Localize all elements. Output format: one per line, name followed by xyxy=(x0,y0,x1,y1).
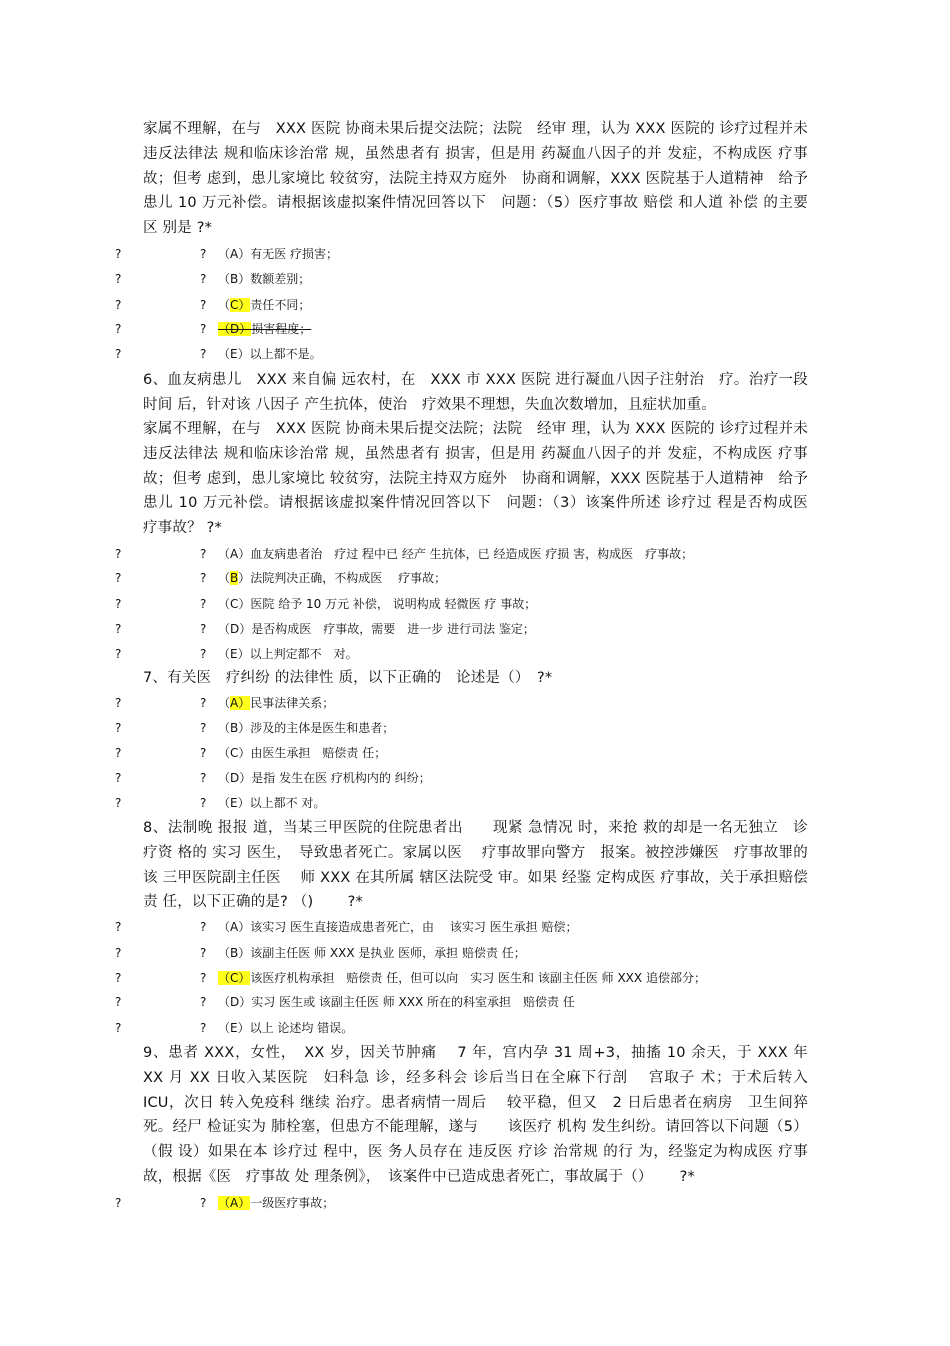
option-label xyxy=(218,916,578,938)
bullet-marker: ? xyxy=(115,796,122,810)
option-label xyxy=(218,942,526,964)
option-letter: E xyxy=(230,647,238,661)
option-text: ）是指 发生在医 疗机构内的 纠纷； xyxy=(239,771,431,785)
option-letter: D xyxy=(230,771,240,785)
option-label xyxy=(218,567,446,589)
bullet-marker: ? xyxy=(115,247,122,261)
option-text: ）涉及的主体是医生和患者； xyxy=(238,721,395,735)
option-open-paren: （ xyxy=(218,771,231,785)
answer-option xyxy=(0,343,950,365)
option-open-paren: （ xyxy=(218,1021,231,1035)
option-open-paren: （ xyxy=(218,746,231,760)
answer-option xyxy=(0,742,950,764)
answer-option xyxy=(0,1017,950,1039)
option-open-paren: （ xyxy=(218,721,231,735)
highlighted-answer-letter: （D） xyxy=(218,322,252,336)
option-label xyxy=(218,294,310,316)
option-open-paren: （ xyxy=(218,597,231,611)
highlighted-answer-letter: B xyxy=(230,571,239,585)
option-label xyxy=(218,1017,353,1039)
answer-option xyxy=(0,318,950,340)
option-letter: C xyxy=(230,597,239,611)
answer-option xyxy=(0,967,950,989)
bullet-marker: ? xyxy=(115,920,122,934)
option-prefix: ? xyxy=(200,597,207,611)
option-label xyxy=(218,717,394,739)
option-prefix: ? xyxy=(200,796,207,810)
option-open-paren: （ xyxy=(218,796,231,810)
option-letter: B xyxy=(230,721,239,735)
option-label xyxy=(218,742,386,764)
option-open-paren: （ xyxy=(218,946,231,960)
answer-option xyxy=(0,792,950,814)
answer-option xyxy=(0,618,950,640)
option-text: ）是否构成医 疗事故，需要 进一步 进行司法 鉴定； xyxy=(239,622,535,636)
option-prefix: ? xyxy=(200,971,207,985)
option-prefix: ? xyxy=(200,298,207,312)
option-prefix: ? xyxy=(200,247,207,261)
bullet-marker: ? xyxy=(115,721,122,735)
option-open-paren: （ xyxy=(218,547,231,561)
bullet-marker: ? xyxy=(115,298,122,312)
question-paragraph: 7、有关医 疗纠纷 的法律性 质，以下正确的 论述是（） ?* xyxy=(143,670,553,686)
option-open-paren: （ xyxy=(218,622,231,636)
option-open-paren: （ xyxy=(218,298,231,312)
answer-option xyxy=(0,1192,950,1214)
option-text: ）数额差别； xyxy=(238,272,311,286)
option-label xyxy=(218,792,325,814)
option-letter: B xyxy=(230,272,239,286)
bullet-marker: ? xyxy=(115,272,122,286)
highlighted-answer-letter: （A） xyxy=(218,1196,251,1210)
option-text: ）以上都不 对。 xyxy=(237,796,326,810)
bullet-marker: ? xyxy=(115,347,122,361)
highlighted-answer-letter: C） xyxy=(230,298,251,312)
option-letter: D xyxy=(230,622,240,636)
bullet-marker: ? xyxy=(115,1196,122,1210)
option-text: ）以上判定都不 对。 xyxy=(237,647,358,661)
option-prefix: ? xyxy=(200,746,207,760)
answer-option xyxy=(0,593,950,615)
bullet-marker: ? xyxy=(115,771,122,785)
option-prefix: ? xyxy=(200,1196,207,1210)
option-text: ）由医生承担 赔偿责 任； xyxy=(238,746,387,760)
option-open-paren: （ xyxy=(218,272,231,286)
option-prefix: ? xyxy=(200,547,207,561)
option-prefix: ? xyxy=(200,622,207,636)
option-prefix: ? xyxy=(200,771,207,785)
answer-option xyxy=(0,916,950,938)
option-prefix: ? xyxy=(200,571,207,585)
option-letter: B xyxy=(230,946,239,960)
highlighted-answer-letter: A） xyxy=(230,696,251,710)
option-open-paren: （ xyxy=(218,247,231,261)
option-text: ）实习 医生或 该副主任医 师 XXX 所在的科室承担 赔偿责 任 xyxy=(239,995,575,1009)
answer-option xyxy=(0,717,950,739)
option-prefix: ? xyxy=(200,322,207,336)
option-letter: E xyxy=(230,1021,238,1035)
option-label xyxy=(218,618,535,640)
option-open-paren: （ xyxy=(218,347,231,361)
option-label xyxy=(218,767,431,789)
option-label xyxy=(218,643,358,665)
answer-option xyxy=(0,243,950,265)
answer-option xyxy=(0,268,950,290)
option-text: ）医院 给予 10 万元 补偿， 说明构成 轻微医 疗 事故； xyxy=(238,597,537,611)
answer-option xyxy=(0,643,950,665)
answer-option xyxy=(0,991,950,1013)
option-prefix: ? xyxy=(200,647,207,661)
option-prefix: ? xyxy=(200,920,207,934)
bullet-marker: ? xyxy=(115,647,122,661)
answer-option xyxy=(0,767,950,789)
option-open-paren: （ xyxy=(218,571,231,585)
bullet-marker: ? xyxy=(115,1021,122,1035)
option-label xyxy=(218,343,322,365)
option-text: ）该副主任医 师 XXX 是执业 医师，承担 赔偿责 任； xyxy=(238,946,526,960)
option-open-paren: （ xyxy=(218,696,231,710)
option-prefix: ? xyxy=(200,272,207,286)
answer-option xyxy=(0,942,950,964)
option-text: 一级医疗事故； xyxy=(250,1196,335,1210)
option-label xyxy=(218,318,311,340)
option-letter: A xyxy=(230,920,239,934)
option-prefix: ? xyxy=(200,946,207,960)
option-letter: C xyxy=(230,746,239,760)
question-paragraph: 家属不理解，在与 XXX 医院 协商未果后提交法院；法院 经审 理，认为 XXX 医院的 诊疗过程并未 违反法律法 规和临床诊治常 规，虽然患者有 损害，但是用 药凝血八因子的并 发症，不构成医 疗事故；但考 虑到，患儿家境比 较贫穷，法院主持双方庭外 协商和调解，XXX 医院基于人道精神 给予患儿 10 万元补偿。请根据该虚拟案件情况回答以下 问题：（5）医疗事故 赔偿 和人道 补偿 的主要区 别是 ?* xyxy=(143,121,808,237)
option-letter: D xyxy=(230,995,240,1009)
question-paragraph: 家属不理解，在与 XXX 医院 协商未果后提交法院；法院 经审 理，认为 XXX 医院的 诊疗过程并未 违反法律法 规和临床诊治常 规，虽然患者有 损害，但是用 药凝血八因子的并 发症，不构成医 疗事故；但考 虑到，患儿家境比 较贫穷，法院主持双方庭外 协商和调解，XXX 医院基于人道精神 给予患儿 10 万元补偿。请根据该虚拟案件情况回答以下 问题：（3）该案件所述 诊疗过 程是否构成医 疗事故？ ?* xyxy=(143,421,823,537)
answer-option xyxy=(0,543,950,565)
option-text: ）以上 论述均 错误。 xyxy=(237,1021,354,1035)
option-prefix: ? xyxy=(200,1021,207,1035)
bullet-marker: ? xyxy=(115,622,122,636)
option-label xyxy=(218,692,334,714)
bullet-marker: ? xyxy=(115,547,122,561)
answer-option xyxy=(0,692,950,714)
bullet-marker: ? xyxy=(115,946,122,960)
option-text: ）有无医 疗损害； xyxy=(238,247,339,261)
answer-option xyxy=(0,294,950,316)
highlighted-answer-letter: （C） xyxy=(218,971,251,985)
bullet-marker: ? xyxy=(115,597,122,611)
option-text: ）该实习 医生直接造成患者死亡，由 该实习 医生承担 赔偿； xyxy=(238,920,578,934)
option-text: ）法院判决正确，不构成医 疗事故； xyxy=(238,571,447,585)
bullet-marker: ? xyxy=(115,971,122,985)
option-text: 民事法律关系； xyxy=(250,696,335,710)
option-label xyxy=(218,967,706,989)
option-text: 损害程度； xyxy=(251,322,312,336)
option-label xyxy=(218,1192,334,1214)
option-letter: E xyxy=(230,796,238,810)
option-prefix: ? xyxy=(200,995,207,1009)
option-text: 责任不同； xyxy=(250,298,311,312)
option-text: ）血友病患者治 疗过 程中已 经产 生抗体，已 经造成医 疗损 害，构成医 疗事故； xyxy=(238,547,694,561)
option-prefix: ? xyxy=(200,347,207,361)
option-label xyxy=(218,243,338,265)
option-label xyxy=(218,593,536,615)
option-text: ）以上都不是。 xyxy=(237,347,322,361)
bullet-marker: ? xyxy=(115,995,122,1009)
option-letter: A xyxy=(230,247,239,261)
option-prefix: ? xyxy=(200,696,207,710)
question-paragraph: 8、法制晚 报报 道，当某三甲医院的住院患者出 现紧 急情况 时，来抢 救的却是一名无独立 诊疗资 格的 实习 医生， 导致患者死亡。家属以医 疗事故罪向警方 报案。被控涉嫌医 疗事故罪的该 三甲医院副主任医 师 XXX 在其所属 辖区法院受 审。如果 经鉴 定构成医 疗事故，关于承担赔偿责 任，以下正确的是? （) ?* xyxy=(143,820,808,911)
answer-option xyxy=(0,567,950,589)
option-label xyxy=(218,268,310,290)
bullet-marker: ? xyxy=(115,696,122,710)
bullet-marker: ? xyxy=(115,571,122,585)
bullet-marker: ? xyxy=(115,322,122,336)
option-prefix: ? xyxy=(200,721,207,735)
option-open-paren: （ xyxy=(218,647,231,661)
option-open-paren: （ xyxy=(218,995,231,1009)
option-letter: E xyxy=(230,347,238,361)
bullet-marker: ? xyxy=(115,746,122,760)
option-text: 该医疗机构承担 赔偿责 任，但可以向 实习 医生和 该副主任医 师 XXX 追偿部分； xyxy=(250,971,706,985)
question-paragraph: 6、血友病患儿 XXX 来自偏 远农村，在 XXX 市 XXX 医院 进行凝血八因子注射治 疗。治疗一段 时间 后，针对该 八因子 产生抗体，使治 疗效果不理想，失血次数增加，且症状加重。 xyxy=(143,372,808,413)
option-label xyxy=(218,543,693,565)
question-paragraph: 9、患者 XXX，女性， XX 岁，因关节肿痛 7 年，宫内孕 31 周+3，抽搐 10 余天，于 XXX 年 XX 月 XX 日收入某医院 妇科急 诊，经多科会 诊后当日在全麻下行剖 宫取子 术；于术后转入 ICU，次日 转入免疫科 继续 治疗。患者病情一周后 较平稳，但又 2 日后患者在病房 卫生间猝死。经尸 检证实为 肺栓塞，但患方不能理解，遂与 该医疗 机构 发生纠纷。请回答以下问题（5）（假 设）如果在本 诊疗过 程中，医 务人员存在 违反医 疗诊 治常规 的行 为，经鉴定为构成医 疗事故，根据《医 疗事故 处 理条例》， 该案件中已造成患者死亡，事故属于（） ?* xyxy=(143,1045,808,1185)
option-open-paren: （ xyxy=(218,920,231,934)
option-letter: A xyxy=(230,547,239,561)
option-label xyxy=(218,991,575,1013)
